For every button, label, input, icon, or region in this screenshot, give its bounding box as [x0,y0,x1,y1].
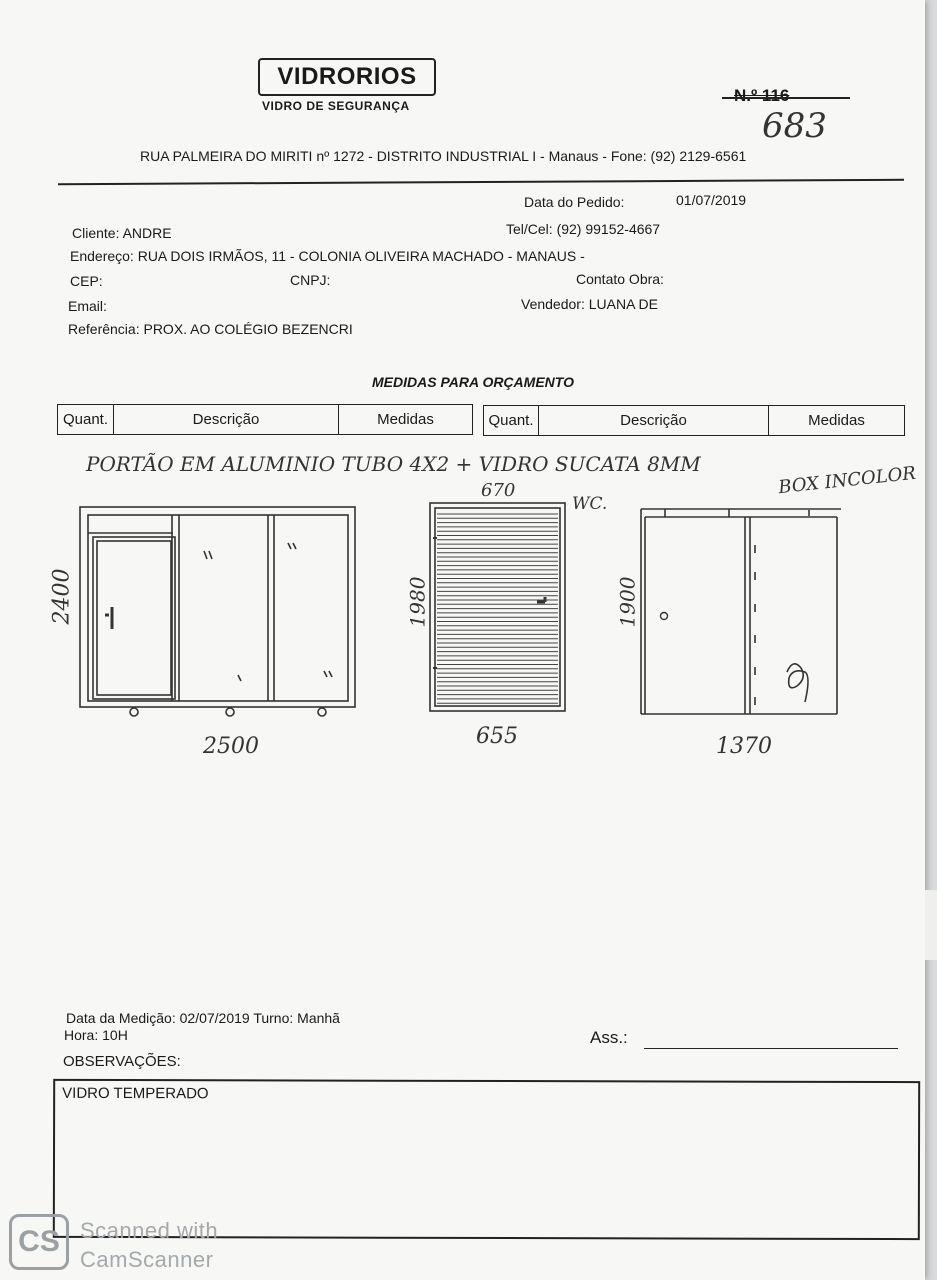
shutter-top-width: 670 [481,480,516,501]
observations-label: OBSERVAÇÕES: [63,1053,181,1070]
gate-width: 2500 [203,734,259,759]
observations-value: VIDRO TEMPERADO [62,1084,209,1103]
measurements-header-left [57,404,473,435]
handwritten-description: PORTÃO EM ALUMINIO TUBO 4X2 + VIDRO SUCATA 8MM [86,452,701,476]
watermark-line-1: Scanned with [80,1218,219,1243]
client-field: Cliente: ANDRE [72,225,172,241]
measurement-time: Hora: 10H [64,1027,128,1043]
handwritten-box-note: BOX INCOLOR [777,462,917,499]
col-descricao: Descrição [114,405,339,434]
order-number: N.º 116 [734,86,790,105]
logo-subtitle: VIDRO DE SEGURANÇA [262,99,410,113]
address-field: Endereço: RUA DOIS IRMÃOS, 11 - COLONIA OLIVEIRA MACHADO - MANAUS - [70,248,585,264]
email-field: Email: [68,298,107,314]
col-quant: Quant. [58,405,114,434]
reference-field: Referência: PROX. AO COLÉGIO BEZENCRI [68,321,353,337]
measurements-title: MEDIDAS PARA ORÇAMENTO [372,374,574,390]
watermark-line-2: CamScanner [80,1247,214,1272]
order-number-handwritten: 683 [762,106,827,146]
col-descricao: Descrição [539,406,769,435]
header-divider [58,179,904,185]
order-date-label: Data do Pedido: [524,194,625,210]
cnpj-field: CNPJ: [290,272,331,288]
contact-field: Contato Obra: [576,271,664,287]
seller-field: Vendedor: LUANA DE [521,296,658,312]
order-number-strike [722,97,850,99]
order-date-value: 01/07/2019 [676,192,747,208]
camscanner-watermark [80,1216,218,1274]
shutter-width: 655 [476,724,518,749]
signature-label: Ass.: [590,1028,628,1047]
adjacent-sheet-edge [925,890,937,960]
shower-box-sketch [635,500,855,725]
box-height: 1900 [615,576,640,628]
handwritten-wc-note: WC. [572,494,608,514]
camscanner-logo: CS [9,1214,69,1270]
shutter-door-sketch [425,498,575,718]
gate-height: 2400 [49,568,75,625]
col-quant: Quant. [484,406,539,435]
signature-line [644,1048,898,1049]
gate-sketch [75,503,365,723]
box-width: 1370 [716,734,772,759]
col-medidas: Medidas [377,411,434,428]
measurements-header-right [483,405,905,436]
shutter-height: 1980 [405,576,430,628]
cep-field: CEP: [70,273,103,289]
phone-field: Tel/Cel: (92) 99152-4667 [506,221,661,237]
measurement-date: Data da Medição: 02/07/2019 Turno: Manhã [66,1010,340,1026]
col-medidas: Medidas [808,412,865,429]
company-address: RUA PALMEIRA DO MIRITI nº 1272 - DISTRITO INDUSTRIAL I - Manaus - Fone: (92) 2129-6561 [140,148,747,164]
company-logo: VIDRORIOS [258,58,436,96]
